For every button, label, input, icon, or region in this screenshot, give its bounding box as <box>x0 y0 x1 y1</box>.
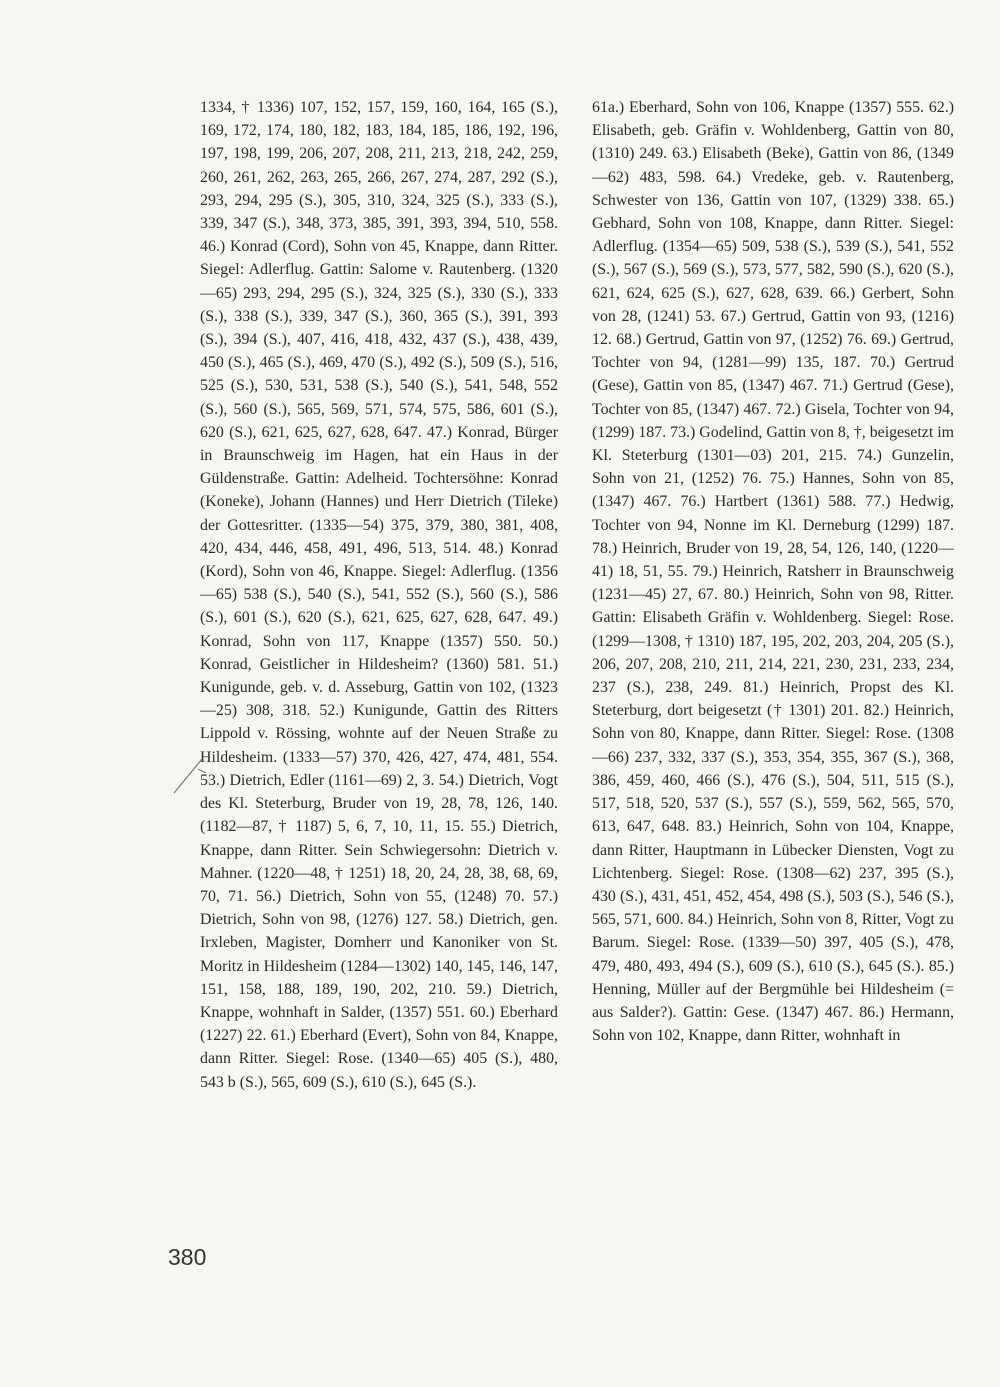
right-column-text: 61a.) Eberhard, Sohn von 106, Knappe (1357) 555. 62.) Elisabeth, geb. Gräfin v. Wohldenberg, Gattin von 80, (1310) 249. 63.) Elisabeth (Beke), Gattin von 86, (1349—62) 483, 598. 64.) Vredeke, geb. v. Rautenberg, Schwester von 136, Gattin von 107, (1329) 338. 65.) Gebhard, Sohn von 108, Knappe, dann Ritter. Siegel: Adlerflug. (1354—65) 509, 538 (S.), 539 (S.), 541, 552 (S.), 567 (S.), 569 (S.), 573, 577, 582, 590 (S.), 620 (S.), 621, 624, 625 (S.), 627, 628, 639. 66.) Gerbert, Sohn von 28, (1241) 53. 67.) Gertrud, Gattin von 93, (1216) 12. 68.) Gertrud, Gattin von 97, (1252) 76. 69.) Gertrud, Tochter von 94, (1281—99) 135, 187. 70.) Gertrud (Gese), Gattin von 85, (1347) 467. 71.) Gertrud (Gese), Tochter von 85, (1347) 467. 72.) Gisela, Tochter von 94, (1299) 187. 73.) Godelind, Gattin von 8, †, beigesetzt im Kl. Steterburg (1301—03) 201, 215. 74.) Gunzelin, Sohn von 21, (1252) 76. 75.) Hannes, Sohn von 85, (1347) 467. 76.) Hartbert (1361) 588. 77.) Hedwig, Tochter von 94, Nonne im Kl. Derneburg (1299) 187. 78.) Heinrich, Bruder von 19, 28, 54, 126, 140, (1220—41) 18, 51, 55. 79.) Heinrich, Ratsherr in Braunschweig (1231—45) 27, 67. 80.) Heinrich, Sohn von 98, Ritter. Gattin: Elisabeth Gräfin v. Wohldenberg. Siegel: Rose. (1299—1308, † 1310) 187, 195, 202, 203, 204, 205 (S.), 206, 207, 208, 210, 211, 214, 221, 230, 231, 233, 234, 237 (S.), 238, 249. 81.) Heinrich, Propst des Kl. Steterburg, dort beigesetzt († 1301) 201. 82.) Heinrich, Sohn von 80, Knappe, dann Ritter. Siegel: Rose. (1308—66) 237, 332, 337 (S.), 353, 354, 355, 367 (S.), 368, 386, 459, 460, 466 (S.), 476 (S.), 504, 511, 515 (S.), 517, 518, 520, 537 (S.), 557 (S.), 559, 562, 565, 570, 613, 647, 648. 83.) Heinrich, Sohn von 104, Knappe, dann Ritter, Hauptmann in Lübecker Diensten, Vogt zu Lichtenberg. Siegel: Rose. (1308—62) 237, 395 (S.), 430 (S.), 431, 451, 452, 454, 498 (S.), 503 (S.), 546 (S.), 565, 571, 600. 84.) Heinrich, Sohn von 8, Ritter, Vogt zu Barum. Siegel: Rose. (1339—50) 397, 405 (S.), 478, 479, 480, 493, 494 (S.), 609 (S.), 610 (S.), 645 (S.). 85.) Henning, Müller auf der Bergmühle bei Hildesheim (= aus Salder?). Gattin: Gese. (1347) 467. 86.) Hermann, Sohn von 102, Knappe, dann Ritter, wohnhaft in <box>592 99 954 1045</box>
left-column-text: 1334, † 1336) 107, 152, 157, 159, 160, 164, 165 (S.), 169, 172, 174, 180, 182, 183, 184, 185, 186, 192, 196, 197, 198, 199, 206, 207, 208, 211, 213, 218, 242, 259, 260, 261, 262, 263, 265, 266, 267, 274, 287, 292 (S.), 293, 294, 295 (S.), 305, 310, 324, 325 (S.), 333 (S.), 339, 347 (S.), 348, 373, 385, 391, 393, 394, 510, 558. 46.) Konrad (Cord), Sohn von 45, Knappe, dann Ritter. Siegel: Adlerflug. Gattin: Salome v. Rautenberg. (1320—65) 293, 294, 295 (S.), 324, 325 (S.), 330 (S.), 333 (S.), 338 (S.), 339, 347 (S.), 360, 365 (S.), 391, 393 (S.), 394 (S.), 407, 416, 418, 432, 437 (S.), 438, 439, 450 (S.), 465 (S.), 469, 470 (S.), 492 (S.), 509 (S.), 516, 525 (S.), 530, 531, 538 (S.), 540 (S.), 541, 548, 552 (S.), 560 (S.), 565, 569, 571, 574, 575, 586, 601 (S.), 620 (S.), 621, 625, 627, 628, 647. 47.) Konrad, Bürger in Braunschweig im Hagen, hat ein Haus in der Güldenstraße. Gattin: Adelheid. Tochtersöhne: Konrad (Koneke), Johann (Hannes) und Herr Dietrich (Tileke) der Gottesritter. (1335—54) 375, 379, 380, 381, 408, 420, 434, 446, 458, 491, 496, 513, 514. 48.) Konrad (Kord), Sohn von 46, Knappe. Siegel: Adlerflug. (1356—65) 538 (S.), 540 (S.), 541, 552 (S.), 560 (S.), 586 (S.), 601 (S.), 620 (S.), 621, 625, 627, 628, 647. 49.) Konrad, Sohn von 117, Knappe (1357) 550. 50.) Konrad, Geistlicher in Hildesheim? (1360) 581. 51.) Kunigunde, geb. v. d. Asseburg, Gattin von 102, (1323—25) 308, 318. 52.) Kunigunde, Gattin des Ritters Lippold v. Rössing, wohnte auf der Neuen Straße zu Hildesheim. (1333—57) 370, 426, 427, 474, 481, 554. 53.) Dietrich, Edler (1161—69) 2, 3. 54.) Dietrich, Vogt des Kl. Steterburg, Bruder von 19, 28, 78, 126, 140. (1182—87, † 1187) 5, 6, 7, 10, 11, 15. 55.) Dietrich, Knappe, dann Ritter. Sein Schwiegersohn: Dietrich v. Mahner. (1220—48, † 1251) 18, 20, 24, 28, 38, 68, 69, 70, 71. 56.) Dietrich, Sohn von 55, (1248) 70. 57.) Dietrich, Sohn von 98, (1276) 127. 58.) Dietrich, gen. Irxleben, Magister, Domherr und Kanoniker von St. Moritz in Hildesheim (1284—1302) 140, 145, 146, 147, 151, 158, 188, 189, 190, 202, 210. 59.) Dietrich, Knappe, wohnhaft in Salder, (1357) 551. 60.) Eberhard (1227) 22. 61.) Eberhard (Evert), Sohn von 84, Knappe, dann Ritter. Siegel: Rose. (1340—65) 405 (S.), 480, 543 b (S.), 565, 609 (S.), 610 (S.), 645 (S.). <box>200 99 558 1091</box>
page-number: 380 <box>168 1244 207 1270</box>
pencil-margin-mark-icon <box>172 755 208 795</box>
